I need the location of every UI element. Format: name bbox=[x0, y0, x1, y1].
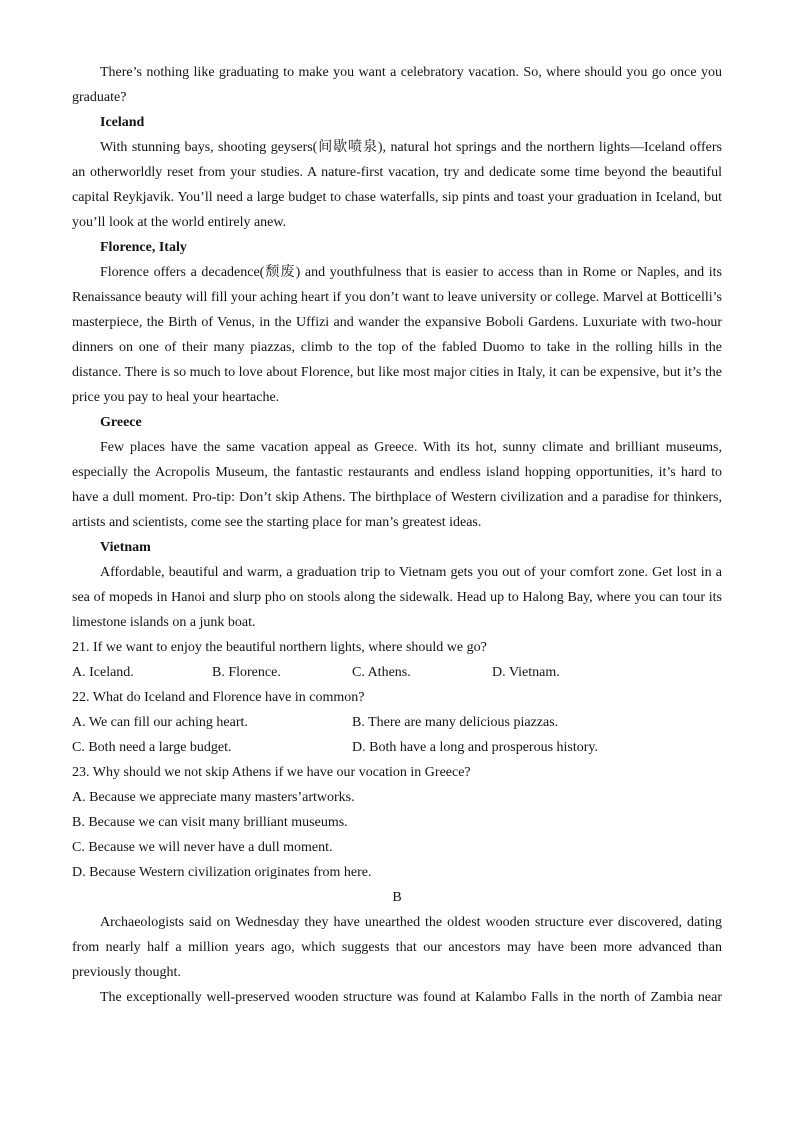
passage-b-paragraph: Archaeologists said on Wednesday they have unearthed the oldest wooden structure ever discovered, dating from nearly half a million years ago, which suggests that our ancestors may have been more advanced than previously thought. bbox=[72, 915, 722, 980]
question-23 bbox=[72, 760, 722, 885]
option-c: C. Because we will never have a dull moment. bbox=[72, 840, 333, 855]
question-stem: 21. If we want to enjoy the beautiful northern lights, where should we go? bbox=[72, 640, 487, 655]
option-d: D. Because Western civilization originates from here. bbox=[72, 865, 372, 880]
passage-a-intro: There’s nothing like graduating to make you want a celebratory vacation. So, where should you go once you graduate? bbox=[72, 65, 722, 105]
option-a: A. Because we appreciate many masters’artworks. bbox=[72, 790, 355, 805]
question-stem: 22. What do Iceland and Florence have in common? bbox=[72, 690, 365, 705]
option-b: B. There are many delicious piazzas. bbox=[352, 715, 559, 730]
option-b: B. Because we can visit many brilliant museums. bbox=[72, 815, 348, 830]
question-22 bbox=[72, 685, 722, 760]
question-stem: 23. Why should we not skip Athens if we have our vocation in Greece? bbox=[72, 765, 471, 780]
option-d: D. Vietnam. bbox=[492, 665, 560, 680]
section-text-vietnam: Affordable, beautiful and warm, a graduation trip to Vietnam gets you out of your comfort zone. Get lost in a sea of mopeds in Hanoi and slurp pho on stools along the sidewalk. Head up to Halong Bay, where you can tour its limestone islands on a junk boat. bbox=[72, 565, 722, 630]
option-a: A. We can fill our aching heart. bbox=[72, 715, 248, 730]
section-text-greece: Few places have the same vacation appeal as Greece. With its hot, sunny climate and brilliant museums, especially the Acropolis Museum, the fantastic restaurants and endless island hopping opportunities, it’s hard to have a dull moment. Pro-tip: Don’t skip Athens. The birthplace of Western civilization and a paradise for thinkers, artists and scientists, come see the starting place for man’s greatest ideas. bbox=[72, 440, 722, 530]
section-heading-vietnam: Vietnam bbox=[100, 540, 151, 555]
section-heading-florence: Florence, Italy bbox=[100, 240, 187, 255]
passage-b-paragraph: The exceptionally well-preserved wooden structure was found at Kalambo Falls in the north of Zambia near bbox=[100, 990, 722, 1005]
section-text-florence: Florence offers a decadence(颓废) and youthfulness that is easier to access than in Rome or Naples, and its Renaissance beauty will fill your aching heart if you don’t want to leave university or college. Marvel at Botticelli’s masterpiece, the Birth of Venus, in the Uffizi and wander the expansive Boboli Gardens. Luxuriate with two-hour dinners on one of their many piazzas, climb to the top of the fabled Duomo to take in the rolling hills in the distance. There is so much to love about Florence, but like most major cities in Italy, it can be expensive, but it’s the price you pay to heal your heartache. bbox=[72, 265, 722, 405]
option-b: B. Florence. bbox=[212, 665, 281, 680]
section-text-iceland: With stunning bays, shooting geysers(间歇喷泉), natural hot springs and the northern lights—Iceland offers an otherworldly reset from your studies. A nature-first vacation, try and dedicate some time beyond the beautiful capital Reykjavik. You’ll need a large budget to chase waterfalls, sip pints and toast your graduation in Iceland, but you’ll look at the world entirely anew. bbox=[72, 140, 722, 230]
options-row bbox=[72, 735, 722, 760]
options-row bbox=[72, 710, 722, 735]
option-a: A. Iceland. bbox=[72, 665, 134, 680]
section-heading-greece: Greece bbox=[100, 415, 142, 430]
option-c: C. Athens. bbox=[352, 665, 411, 680]
passage-b-label: B bbox=[392, 890, 402, 905]
question-21 bbox=[72, 635, 722, 685]
section-heading-iceland: Iceland bbox=[100, 115, 145, 130]
option-c: C. Both need a large budget. bbox=[72, 740, 232, 755]
options-row bbox=[72, 660, 722, 685]
option-d: D. Both have a long and prosperous history. bbox=[352, 740, 598, 755]
